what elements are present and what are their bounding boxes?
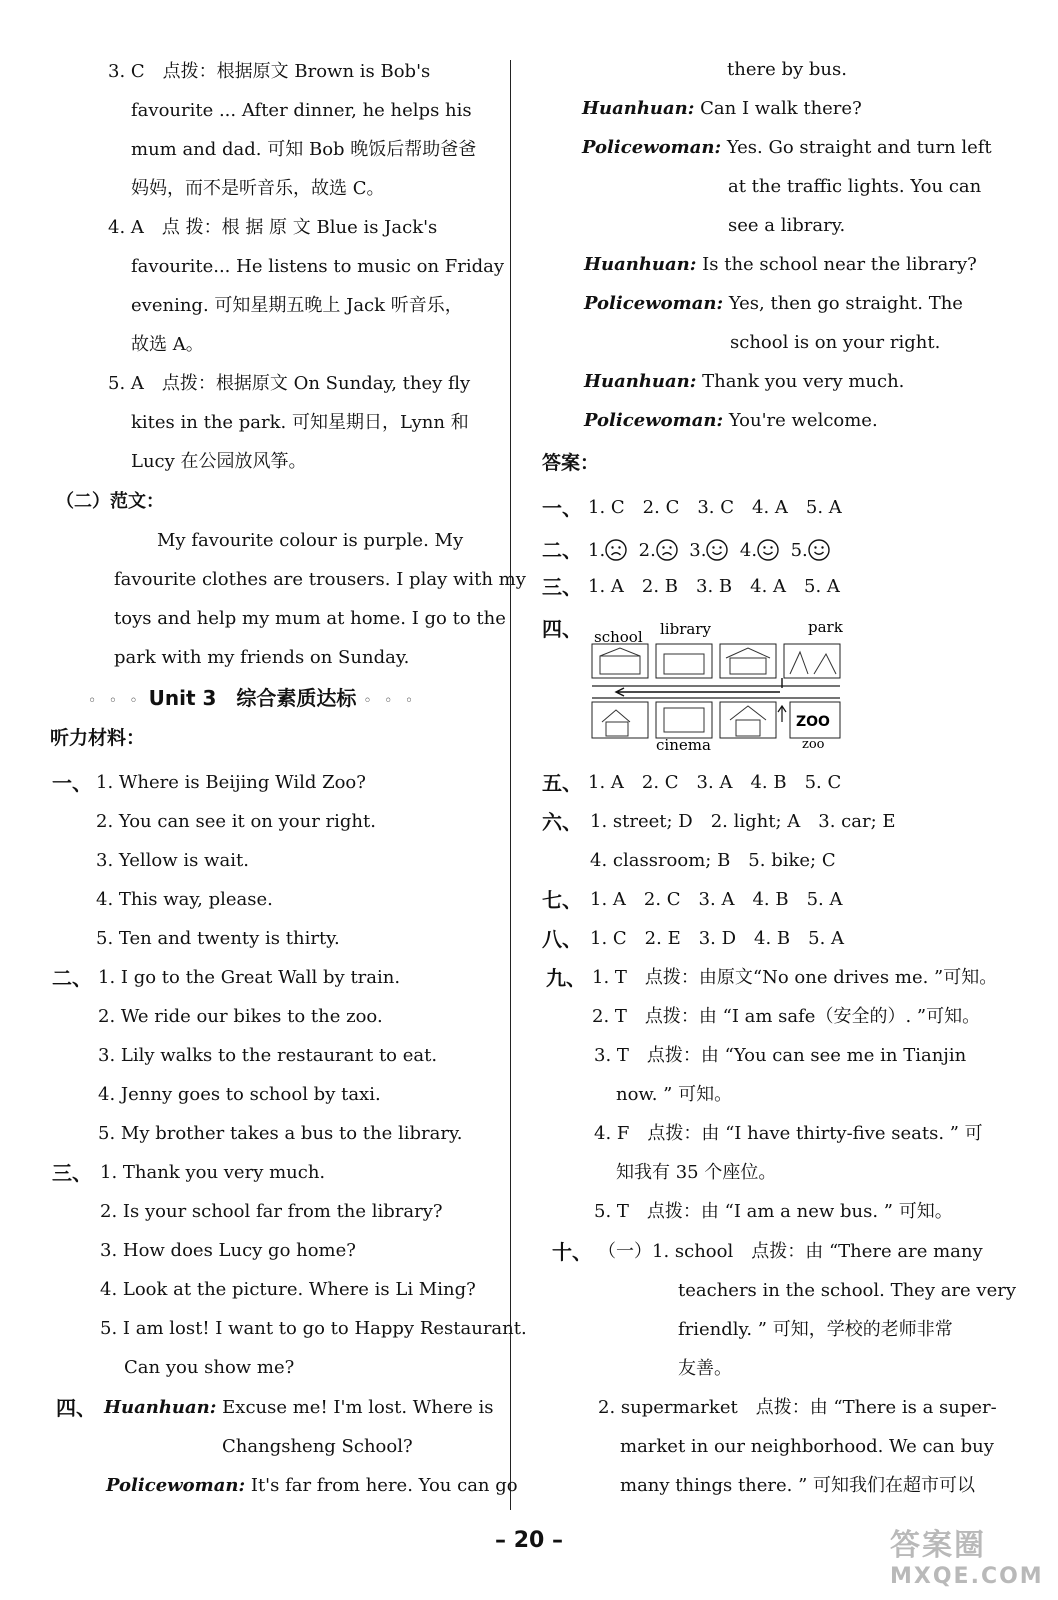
answer-line: 友善。 (678, 1358, 732, 1379)
speaker-name: Policewoman: (582, 137, 722, 158)
dialog-line: there by bus. (727, 59, 847, 80)
dialog-line (582, 98, 862, 120)
dialog-line (106, 1475, 518, 1497)
happy-face-icon (757, 539, 779, 561)
speaker-name: Huanhuan: (584, 254, 697, 275)
list-item: 1. Where is Beijing Wild Zoo? (96, 772, 366, 793)
answer-line: 1. A 2. C 3. A 4. B 5. C (588, 772, 842, 793)
text-line: evening. 可知星期五晚上 Jack 听音乐， (131, 295, 463, 316)
text-line: favourite ... After dinner, he helps his (131, 100, 472, 121)
answer-line: 2. T 点拨：由 “I am safe（安全的）. ”可知。 (592, 1006, 981, 1027)
route-map (590, 622, 850, 752)
dialog-text: Can I walk there? (700, 98, 862, 119)
text-line: mum and dad. 可知 Bob 晚饭后帮助爸爸 (131, 139, 477, 160)
section-label: 六、 (542, 810, 582, 834)
answer-line: 2. supermarket 点拨：由 “There is a super- (598, 1397, 997, 1418)
building-icon (720, 644, 776, 678)
section-label: 十、 (552, 1240, 592, 1264)
answer-line: now. ” 可知。 (616, 1084, 733, 1105)
text-line: kites in the park. 可知星期日，Lynn 和 (131, 412, 469, 433)
section-label: 二、 (52, 966, 92, 990)
route-arrow-icon (616, 688, 780, 696)
section-label: 三、 (542, 575, 582, 599)
dialog-line: see a library. (728, 215, 846, 236)
answer-line: 4. classroom; B 5. bike; C (590, 850, 836, 871)
dialog-line: school is on your right. (730, 332, 941, 353)
decorative-dots: ◦ ◦ ◦ (88, 693, 142, 709)
essay-line: favourite clothes are trousers. I play with my (114, 569, 526, 590)
item-number: 3. (689, 540, 707, 561)
item-number: 2. (638, 540, 656, 561)
answers-heading: 答案： (542, 452, 600, 474)
answer-line: 1. A 2. C 3. A 4. B 5. A (590, 889, 843, 910)
sad-face-icon (605, 539, 627, 561)
map-label-cinema: cinema (656, 736, 711, 752)
list-item: 4. Look at the picture. Where is Li Ming? (100, 1279, 476, 1300)
text-line: 妈妈，而不是听音乐，故选 C。 (131, 178, 385, 199)
answer-line: friendly. ” 可知，学校的老师非常 (678, 1319, 953, 1340)
list-item: 3. Yellow is wait. (96, 850, 249, 871)
section-label: 四、 (542, 617, 582, 641)
zoo-sign: ZOO (796, 714, 830, 730)
map-label-school: school (594, 628, 643, 646)
face-answers (588, 539, 830, 562)
answer-line: 5. T 点拨：由 “I am a new bus. ” 可知。 (594, 1201, 953, 1222)
list-item: Can you show me? (124, 1357, 295, 1378)
text-line: 4. A 点 拨：根 据 原 文 Blue is Jack's (108, 217, 438, 238)
section-label: 七、 (542, 888, 582, 912)
text-line: favourite... He listens to music on Friday (131, 256, 505, 277)
section-label: 四、 (56, 1396, 96, 1420)
map-label-park: park (808, 622, 843, 636)
watermark (890, 1520, 1044, 1589)
dialog-text: Is the school near the library? (702, 254, 977, 275)
answer-line: 1. A 2. B 3. B 4. A 5. A (588, 576, 840, 597)
unit-title-text: Unit 3 综合素质达标 (148, 686, 357, 710)
answer-line: 1. street; D 2. light; A 3. car; E (590, 811, 896, 832)
list-item: 3. Lily walks to the restaurant to eat. (98, 1045, 438, 1066)
arrow-up-icon (778, 706, 786, 722)
dialog-text: Yes. Go straight and turn left (726, 137, 992, 158)
list-item: 1. I go to the Great Wall by train. (98, 967, 401, 988)
map-label-library: library (660, 622, 711, 638)
item-number: 1. (588, 540, 606, 561)
section-label: 二、 (542, 538, 582, 562)
page-number: – 20 – (495, 1528, 563, 1553)
decorative-dots: ◦ ◦ ◦ (363, 693, 418, 709)
section-label: 一、 (542, 496, 582, 520)
section-label: 三、 (52, 1161, 92, 1185)
list-item: 2. We ride our bikes to the zoo. (98, 1006, 383, 1027)
dialog-text: Excuse me! I'm lost. Where is (222, 1397, 494, 1418)
essay-line: park with my friends on Sunday. (114, 647, 410, 668)
map-label-zoo: zoo (802, 737, 825, 752)
dialog-text: You're welcome. (728, 410, 878, 431)
speaker-name: Policewoman: (584, 410, 724, 431)
text-line: Lucy 在公园放风筝。 (131, 451, 307, 472)
list-item: 5. I am lost! I want to go to Happy Restaurant. (100, 1318, 527, 1339)
dialog-line (584, 410, 878, 432)
text-line: 故选 A。 (131, 334, 204, 355)
dialog-line (104, 1397, 493, 1419)
speaker-name: Policewoman: (584, 293, 724, 314)
house-icon (592, 702, 648, 738)
watermark-text: 答案圈 MXQE.COM (890, 1528, 1044, 1589)
answer-line: 4. F 点拨：由 “I have thirty-five seats. ” 可 (594, 1123, 983, 1144)
section-label: 八、 (542, 927, 582, 951)
dialog-text: It's far from here. You can go (250, 1475, 518, 1496)
text-line: 5. A 点拨：根据原文 On Sunday, they fly (108, 373, 471, 394)
answer-line: 1. T 点拨：由原文“No one drives me. ”可知。 (592, 967, 998, 988)
dialog-text: Yes, then go straight. The (728, 293, 963, 314)
list-item: 1. Thank you very much. (100, 1162, 326, 1183)
answer-line: 1. C 2. E 3. D 4. B 5. A (590, 928, 845, 949)
list-item: 2. Is your school far from the library? (100, 1201, 443, 1222)
item-number: 4. (739, 540, 758, 561)
dialog-line: at the traffic lights. You can (728, 176, 982, 197)
happy-face-icon (808, 539, 830, 561)
speaker-name: Policewoman: (106, 1475, 246, 1496)
text-line: 3. C 点拨：根据原文 Brown is Bob's (108, 61, 431, 82)
sample-essay-heading: （二）范文： (56, 491, 164, 512)
dialog-line (584, 254, 977, 276)
essay-line: My favourite colour is purple. My (157, 530, 464, 551)
answer-line: 3. T 点拨：由 “You can see me in Tianjin (594, 1045, 967, 1066)
unit-title (88, 686, 417, 713)
list-item: 5. Ten and twenty is thirty. (96, 928, 340, 949)
list-item: 4. Jenny goes to school by taxi. (98, 1084, 381, 1105)
item-number: 5. (790, 540, 808, 561)
happy-face-icon (706, 539, 728, 561)
answer-line: market in our neighborhood. We can buy (620, 1436, 994, 1457)
list-item: 5. My brother takes a bus to the library. (98, 1123, 463, 1144)
speaker-name: Huanhuan: (582, 98, 695, 119)
dialog-line (584, 371, 904, 393)
dialog-line (582, 137, 992, 159)
essay-line: toys and help my mum at home. I go to the (114, 608, 506, 629)
answer-line: （一）1. school 点拨：由 “There are many (598, 1241, 983, 1262)
listening-heading: 听力材料： (50, 727, 146, 749)
section-label: 五、 (542, 771, 582, 795)
dialog-line: Changsheng School? (222, 1436, 413, 1457)
answer-line: 知我有 35 个座位。 (616, 1162, 777, 1183)
answer-line: teachers in the school. They are very (678, 1280, 1017, 1301)
sad-face-icon (656, 539, 678, 561)
column-divider (510, 60, 511, 1510)
list-item: 4. This way, please. (96, 889, 273, 910)
dialog-line (584, 293, 963, 315)
park-icon (784, 644, 840, 678)
list-item: 2. You can see it on your right. (96, 811, 376, 832)
section-label: 九、 (546, 966, 586, 990)
dialog-text: Thank you very much. (702, 371, 905, 392)
list-item: 3. How does Lucy go home? (100, 1240, 356, 1261)
speaker-name: Huanhuan: (584, 371, 697, 392)
answer-line: 1. C 2. C 3. C 4. A 5. A (588, 497, 842, 518)
speaker-name: Huanhuan: (104, 1397, 217, 1418)
answer-line: many things there. ” 可知我们在超市可以 (620, 1475, 976, 1496)
section-label: 一、 (52, 771, 92, 795)
